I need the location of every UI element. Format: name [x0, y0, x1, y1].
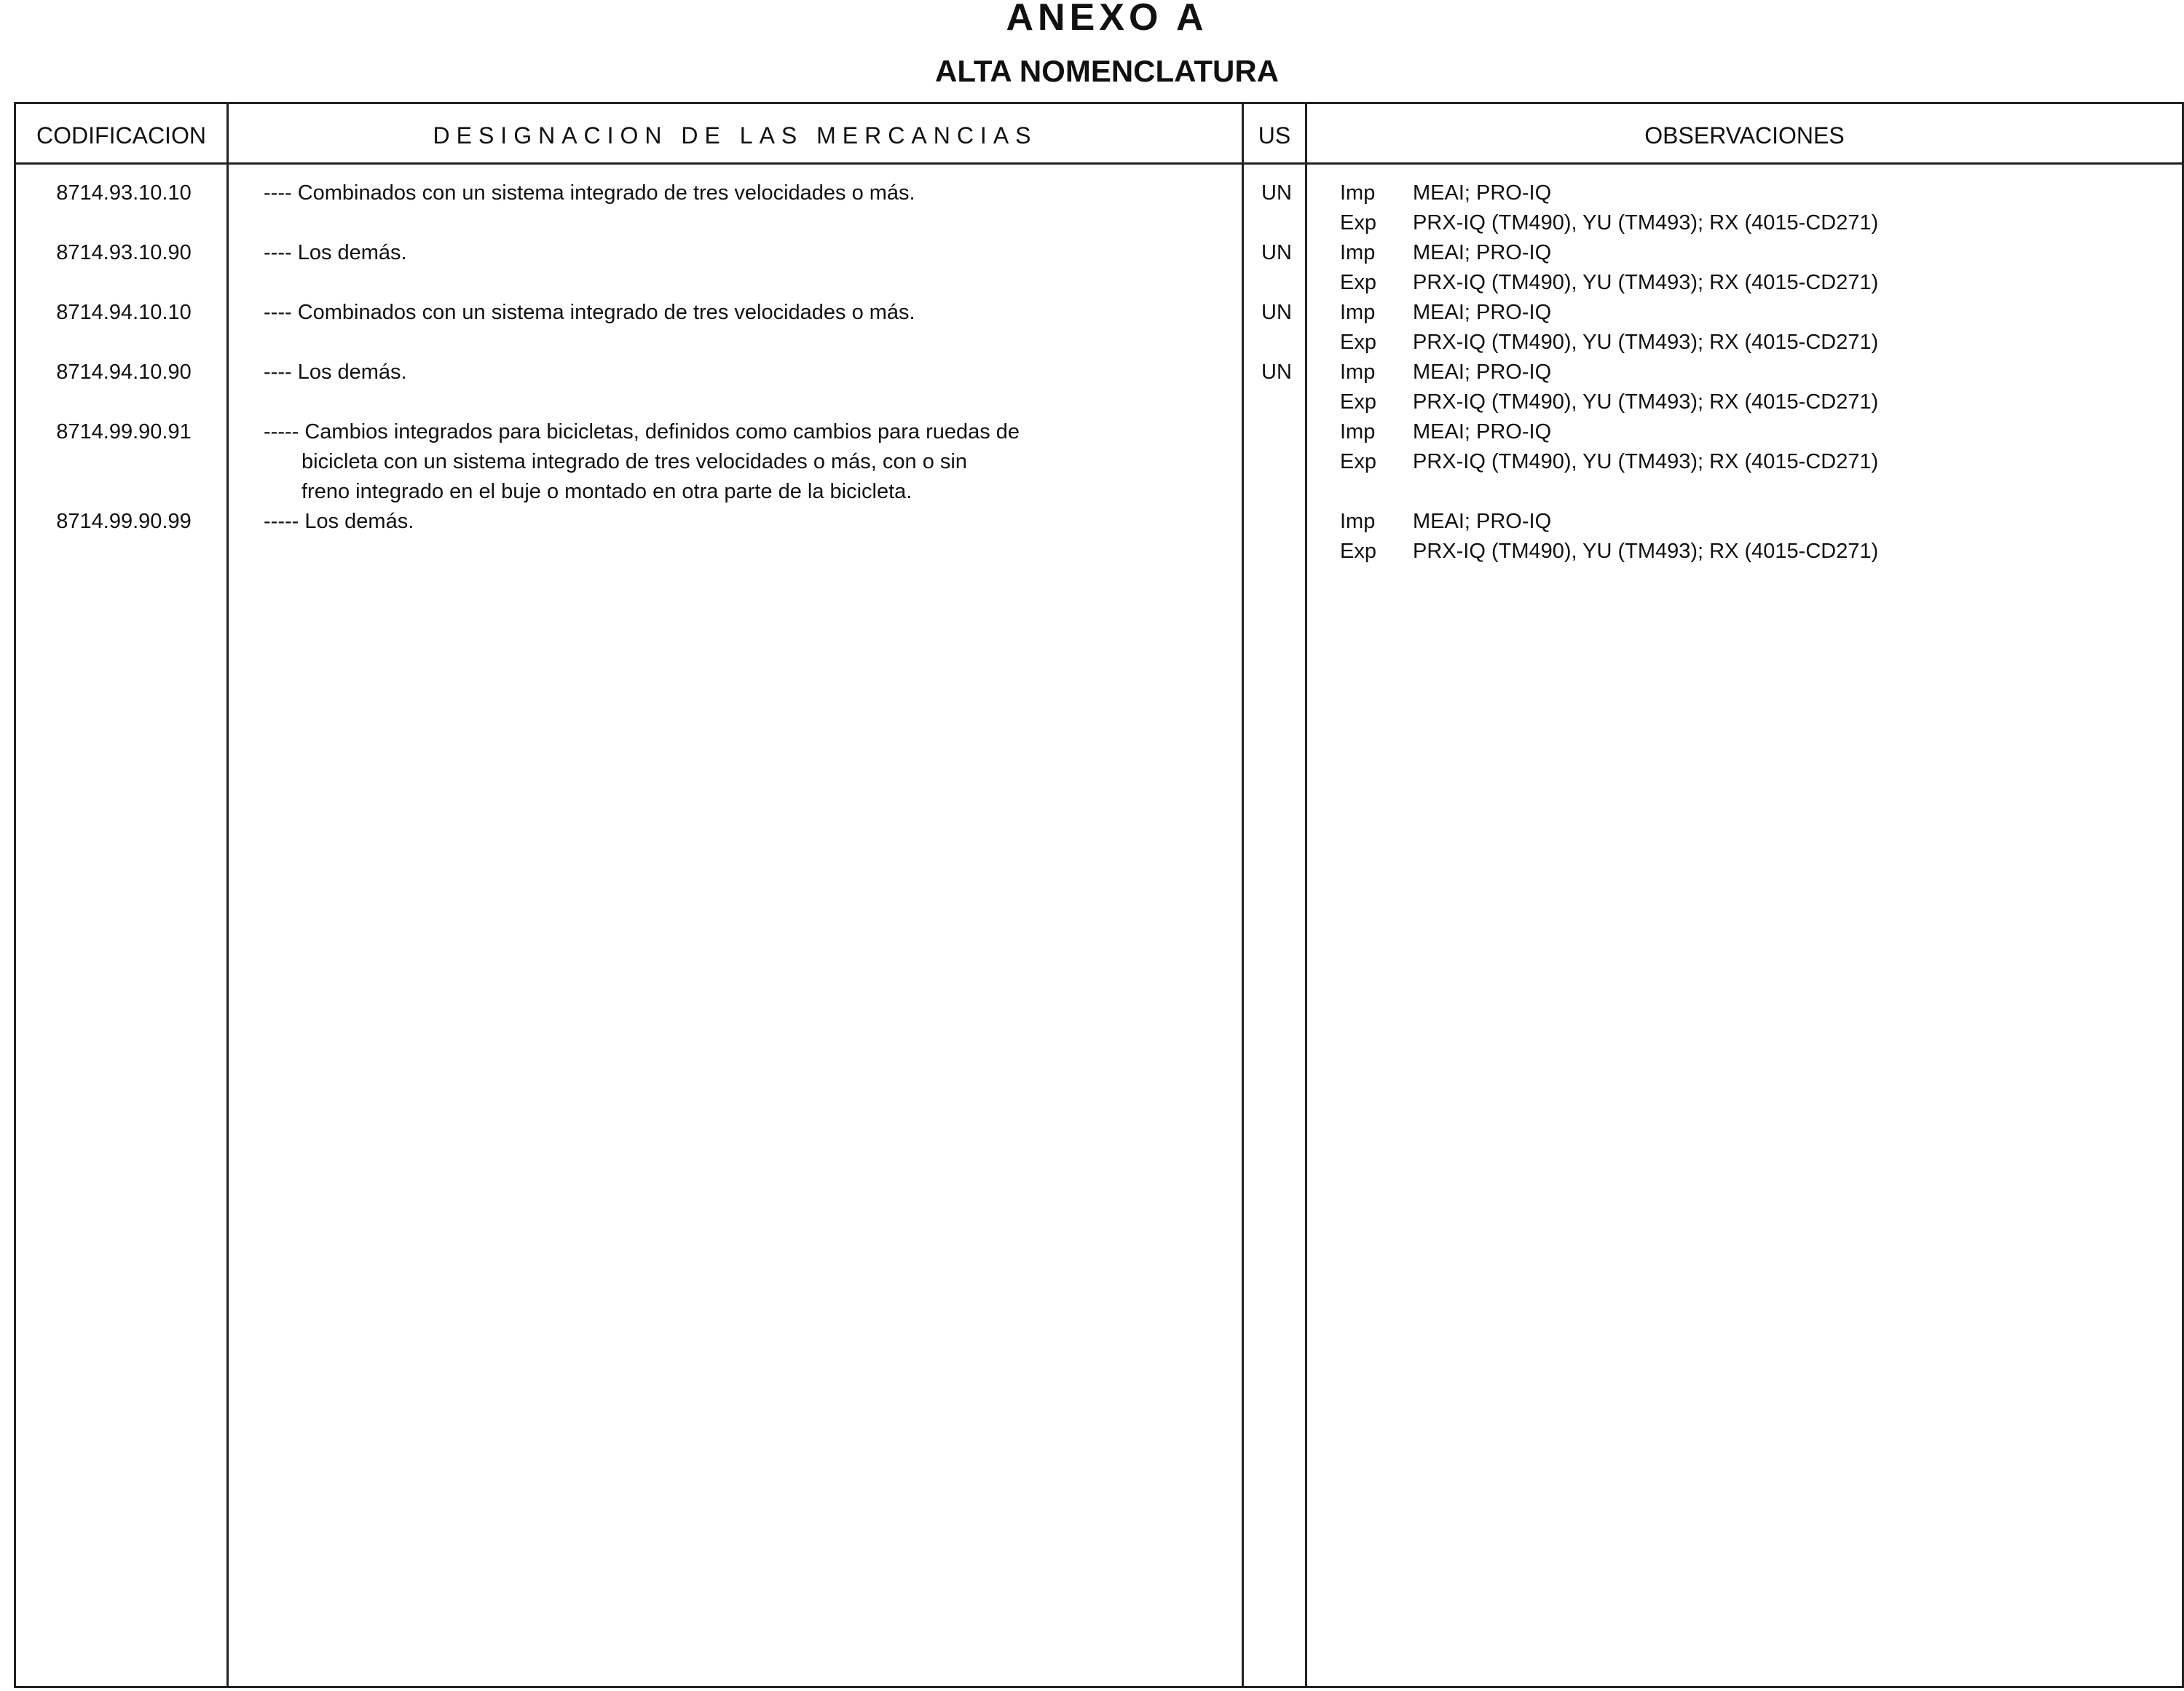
header-divider: [14, 162, 2184, 165]
row-code: 8714.99.90.99: [56, 510, 192, 533]
imp-value: MEAI; PRO-IQ: [1413, 241, 1552, 264]
row-observations: [1340, 358, 1878, 417]
row-code: 8714.93.10.10: [56, 181, 192, 205]
exp-value: PRX-IQ (TM490), YU (TM493); RX (4015-CD271): [1413, 390, 1879, 414]
row-code: 8714.93.10.90: [56, 241, 192, 264]
exp-label: Exp: [1340, 390, 1376, 414]
exp-label: Exp: [1340, 211, 1376, 234]
row-designation: ----- Los demás.: [264, 510, 414, 533]
row-observations: [1340, 417, 1878, 477]
column-divider-code: [226, 102, 229, 1688]
imp-label: Imp: [1340, 420, 1376, 444]
exp-value: PRX-IQ (TM490), YU (TM493); RX (4015-CD271): [1413, 450, 1879, 473]
row-unit: UN: [1261, 301, 1292, 324]
header-observations: OBSERVACIONES: [1644, 122, 1845, 149]
document-subtitle: ALTA NOMENCLATURA: [934, 54, 1280, 88]
imp-value: MEAI; PRO-IQ: [1413, 510, 1552, 533]
row-unit: UN: [1261, 241, 1292, 264]
row-unit: UN: [1261, 181, 1292, 205]
exp-label: Exp: [1340, 540, 1376, 563]
exp-label: Exp: [1340, 271, 1376, 294]
header-unit: US: [1258, 122, 1291, 149]
header-code: CODIFICACION: [36, 122, 206, 149]
exp-value: PRX-IQ (TM490), YU (TM493); RX (4015-CD271): [1413, 540, 1879, 563]
row-code: 8714.99.90.91: [56, 420, 192, 444]
row-observations: [1340, 178, 1878, 238]
imp-label: Imp: [1340, 510, 1376, 533]
row-observations: [1340, 298, 1878, 358]
imp-label: Imp: [1340, 241, 1376, 264]
imp-label: Imp: [1340, 181, 1376, 205]
column-divider-unit: [1305, 102, 1307, 1688]
exp-label: Exp: [1340, 331, 1376, 354]
imp-label: Imp: [1340, 360, 1376, 384]
row-code: 8714.94.10.90: [56, 360, 192, 384]
imp-value: MEAI; PRO-IQ: [1413, 420, 1552, 444]
exp-value: PRX-IQ (TM490), YU (TM493); RX (4015-CD271): [1413, 211, 1879, 234]
row-designation: ---- Los demás.: [264, 360, 407, 384]
header-designation: DESIGNACION DE LAS MERCANCIAS: [433, 122, 1038, 149]
row-designation: ---- Combinados con un sistema integrado de tres velocidades o más.: [264, 301, 915, 324]
row-code: 8714.94.10.10: [56, 301, 192, 324]
imp-label: Imp: [1340, 301, 1376, 324]
row-observations: [1340, 238, 1878, 298]
annex-title: ANEXO A: [1006, 0, 1208, 39]
row-designation: ---- Los demás.: [264, 241, 407, 264]
exp-label: Exp: [1340, 450, 1376, 473]
exp-value: PRX-IQ (TM490), YU (TM493); RX (4015-CD271): [1413, 331, 1879, 354]
row-observations: [1340, 507, 1878, 567]
column-divider-designation: [1242, 102, 1244, 1688]
row-designation: ---- Combinados con un sistema integrado de tres velocidades o más.: [264, 181, 915, 205]
row-unit: UN: [1261, 360, 1292, 384]
row-designation: ----- Cambios integrados para bicicletas, definidos como cambios para ruedas de bicicleta con un sistema integrado de tres velocidades o más, con o sin freno integrado en el buje o montado en otra parte de la bicicleta.: [264, 420, 1020, 503]
imp-value: MEAI; PRO-IQ: [1413, 181, 1552, 205]
exp-value: PRX-IQ (TM490), YU (TM493); RX (4015-CD271): [1413, 271, 1879, 294]
imp-value: MEAI; PRO-IQ: [1413, 301, 1552, 324]
imp-value: MEAI; PRO-IQ: [1413, 360, 1552, 384]
